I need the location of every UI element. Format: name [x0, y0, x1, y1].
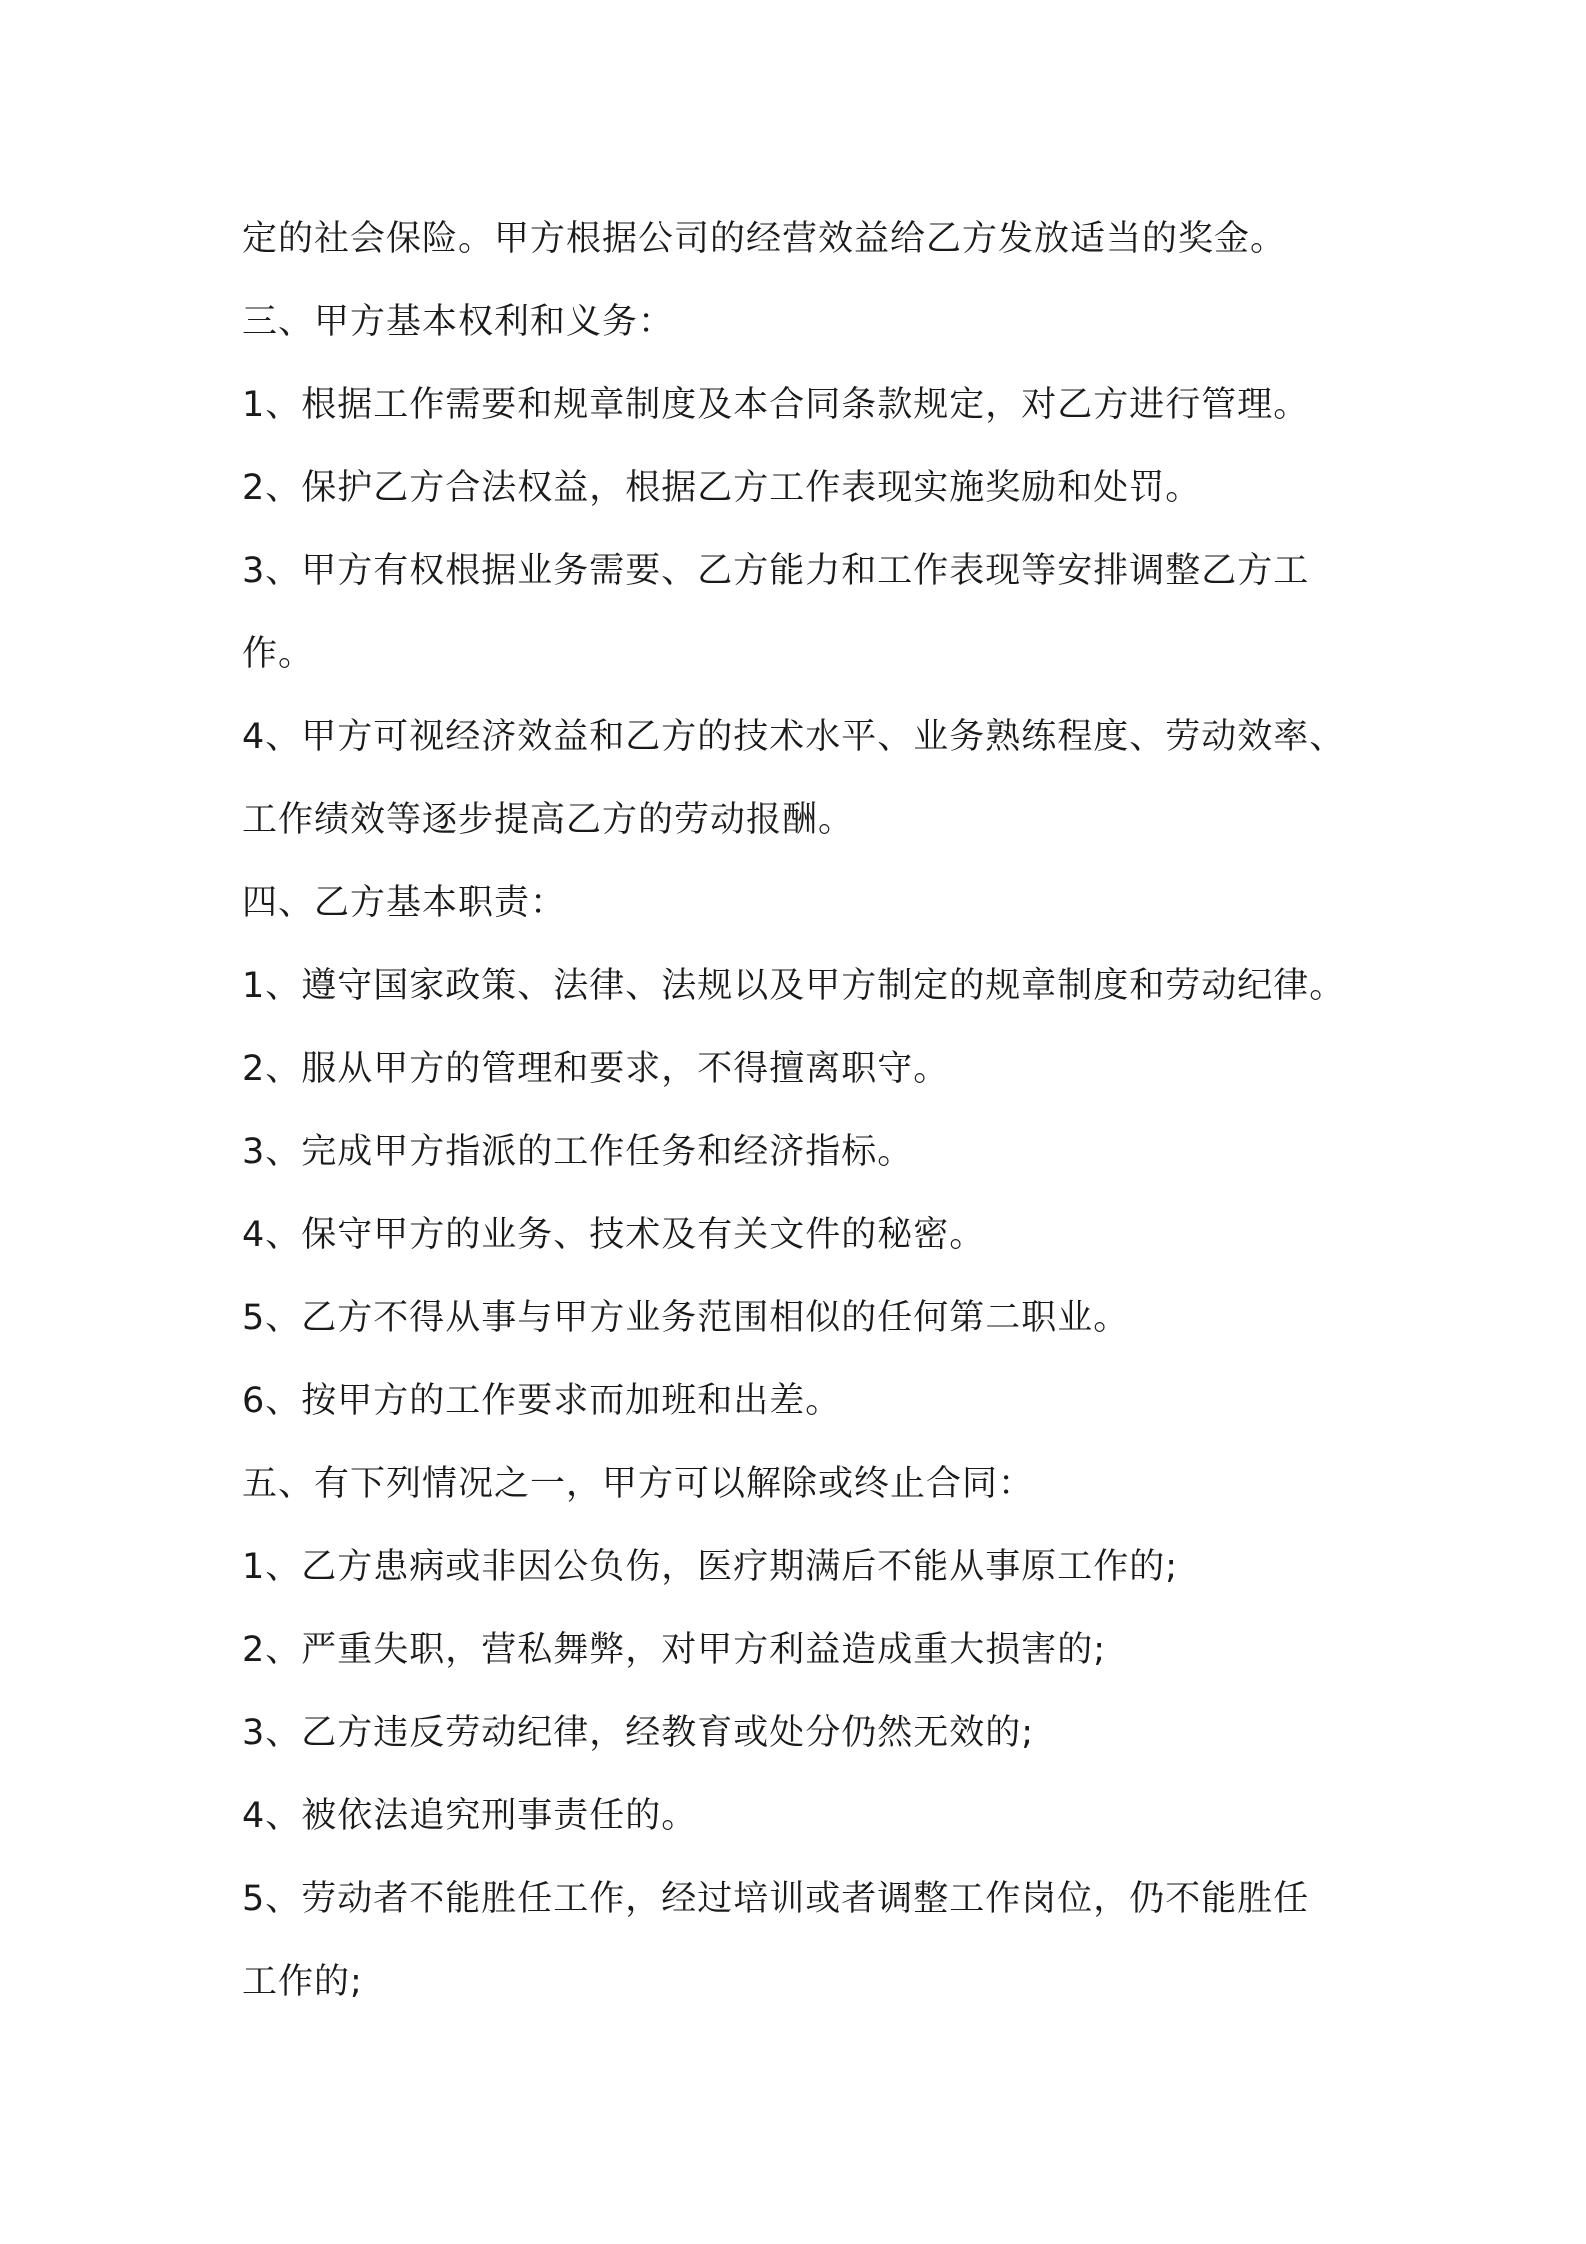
text-line: 5、劳动者不能胜任工作，经过培训或者调整工作岗位，仍不能胜任 — [242, 1879, 1310, 1919]
section-heading: 三、甲方基本权利和义务： — [242, 302, 675, 342]
text-line: 3、完成甲方指派的工作任务和经济指标。 — [242, 1132, 914, 1172]
text-line: 2、保护乙方合法权益，根据乙方工作表现实施奖励和处罚。 — [242, 468, 1202, 508]
text-line: 3、乙方违反劳动纪律，经教育或处分仍然无效的; — [242, 1713, 1035, 1753]
text-line: 6、按甲方的工作要求而加班和出差。 — [242, 1381, 842, 1421]
document-body — [242, 198, 1392, 2024]
text-line: 4、保守甲方的业务、技术及有关文件的秘密。 — [242, 1215, 986, 1255]
text-line: 4、甲方可视经济效益和乙方的技术水平、业务熟练程度、劳动效率、 — [242, 717, 1346, 757]
text-line: 1、根据工作需要和规章制度及本合同条款规定，对乙方进行管理。 — [242, 385, 1310, 425]
text-line: 作。 — [242, 634, 315, 674]
text-line: 1、遵守国家政策、法律、法规以及甲方制定的规章制度和劳动纪律。 — [242, 966, 1346, 1006]
text-line: 工作绩效等逐步提高乙方的劳动报酬。 — [242, 800, 855, 840]
section-heading: 四、乙方基本职责： — [242, 883, 567, 923]
text-line: 1、乙方患病或非因公负伤，医疗期满后不能从事原工作的; — [242, 1547, 1179, 1587]
text-line: 5、乙方不得从事与甲方业务范围相似的任何第二职业。 — [242, 1298, 1130, 1338]
text-line: 定的社会保险。甲方根据公司的经营效益给乙方发放适当的奖金。 — [242, 219, 1287, 259]
section-heading: 五、有下列情况之一，甲方可以解除或终止合同： — [242, 1464, 1035, 1504]
text-line: 2、严重失职，营私舞弊，对甲方利益造成重大损害的; — [242, 1630, 1107, 1670]
text-line: 3、甲方有权根据业务需要、乙方能力和工作表现等安排调整乙方工 — [242, 551, 1310, 591]
text-line: 工作的; — [242, 1962, 363, 2002]
text-line: 2、服从甲方的管理和要求，不得擅离职守。 — [242, 1049, 950, 1089]
text-line: 4、被依法追究刑事责任的。 — [242, 1796, 698, 1836]
